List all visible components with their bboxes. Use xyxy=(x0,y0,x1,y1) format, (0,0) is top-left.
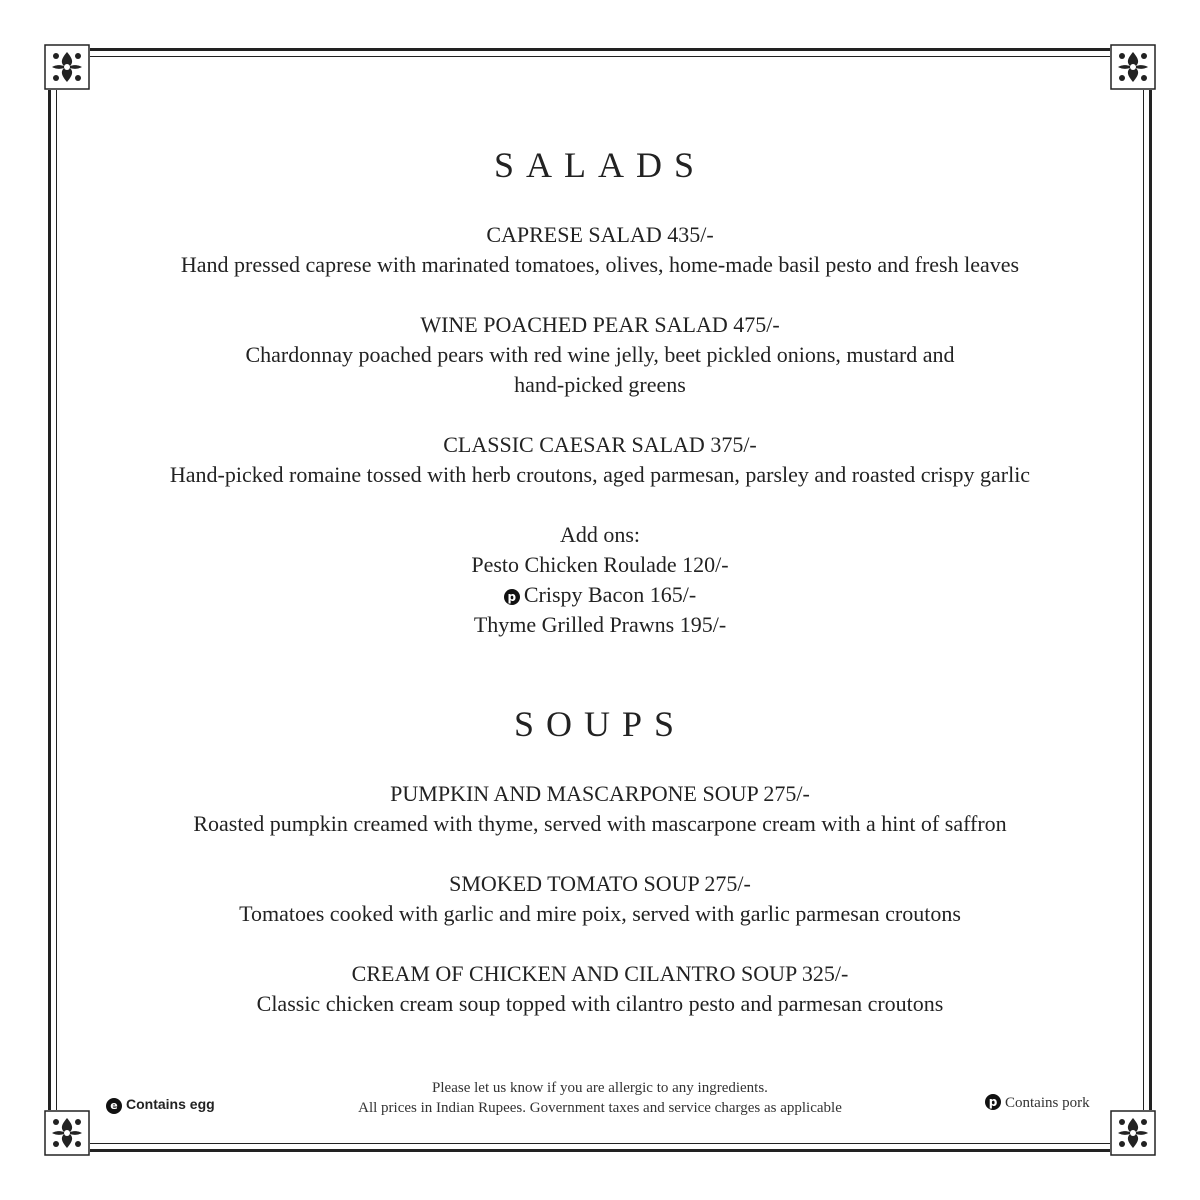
pork-icon: p xyxy=(504,589,520,605)
item-name: CREAM OF CHICKEN AND CILANTRO SOUP 325/- xyxy=(351,961,849,986)
menu-item xyxy=(60,310,1140,400)
item-name: CAPRESE SALAD 435/- xyxy=(486,222,714,247)
item-description: Tomatoes cooked with garlic and mire poix, served with garlic parmesan croutons xyxy=(239,901,961,926)
footer-note xyxy=(300,1078,900,1118)
legend-pork: p Contains pork xyxy=(985,1094,1090,1112)
item-description: hand-picked greens xyxy=(514,372,686,397)
addon-item: Pesto Chicken Roulade 120/- xyxy=(471,552,729,577)
menu-item xyxy=(60,959,1140,1019)
item-name: CLASSIC CAESAR SALAD 375/- xyxy=(443,432,757,457)
item-name: PUMPKIN AND MASCARPONE SOUP 275/- xyxy=(390,781,810,806)
price-note: All prices in Indian Rupees. Government taxes and service charges as applicable xyxy=(358,1100,842,1116)
item-description: Hand pressed caprese with marinated tomatoes, olives, home-made basil pesto and fresh leaves xyxy=(180,252,1020,277)
menu-item xyxy=(60,779,1140,839)
soups-title: SOUPS xyxy=(513,704,687,744)
item-description: Chardonnay poached pears with red wine jelly, beet pickled onions, mustard and xyxy=(245,342,955,367)
fleur-de-lis-icon xyxy=(1110,44,1156,90)
item-name: WINE POACHED PEAR SALAD 475/- xyxy=(420,312,780,337)
legend-egg: e Contains egg xyxy=(106,1096,215,1114)
fleur-de-lis-icon xyxy=(1110,1110,1156,1156)
item-description: Hand-picked romaine tossed with herb croutons, aged parmesan, parsley and roasted crispy garlic xyxy=(169,462,1031,487)
salads-title: SALADS xyxy=(493,145,707,185)
addon-item: p Crispy Bacon 165/- xyxy=(60,580,1140,610)
fleur-de-lis-icon xyxy=(44,1110,90,1156)
addons-list xyxy=(60,520,1140,640)
fleur-de-lis-icon xyxy=(44,44,90,90)
menu-item xyxy=(60,430,1140,490)
item-description: Classic chicken cream soup topped with cilantro pesto and parmesan croutons xyxy=(256,991,944,1016)
menu-item xyxy=(60,869,1140,929)
menu-item xyxy=(60,220,1140,280)
allergy-note: Please let us know if you are allergic to any ingredients. xyxy=(432,1080,768,1096)
item-name: SMOKED TOMATO SOUP 275/- xyxy=(449,871,751,896)
item-description: Roasted pumpkin creamed with thyme, served with mascarpone cream with a hint of saffron xyxy=(193,811,1007,836)
egg-icon: e xyxy=(106,1098,122,1114)
pork-icon: p xyxy=(985,1094,1001,1110)
addons-heading: Add ons: xyxy=(559,522,641,547)
addon-item: Thyme Grilled Prawns 195/- xyxy=(473,612,727,637)
